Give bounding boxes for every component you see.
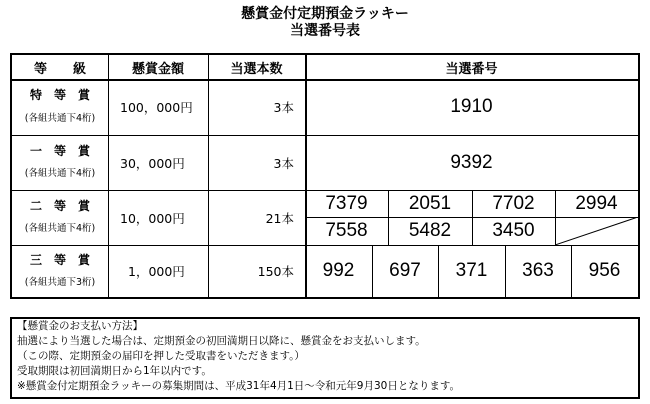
winning-number: 363 bbox=[522, 260, 554, 281]
winning-number: 9392 bbox=[450, 151, 493, 173]
winner-count: 21本 bbox=[265, 210, 294, 226]
header-grade: 等 級 bbox=[33, 61, 86, 77]
winning-number: 7702 bbox=[492, 192, 535, 214]
grade-note: (各組共通下4桁) bbox=[24, 223, 96, 234]
winner-count: 3本 bbox=[273, 100, 294, 115]
header-numbers: 当選番号 bbox=[445, 61, 498, 77]
winning-number: 992 bbox=[322, 260, 355, 281]
empty-cell-diagonal bbox=[555, 217, 638, 245]
payment-info-box bbox=[10, 317, 640, 399]
winner-count: 150本 bbox=[257, 264, 294, 279]
page-title: 懸賞金付定期預金ラッキー bbox=[241, 6, 409, 22]
info-line: 抽選により当選した場合は、定期預金の初回満期日以降に、懸賞金をお支払いします。 bbox=[17, 335, 426, 347]
prize-amount: 1，000円 bbox=[128, 264, 185, 279]
info-heading: 【懸賞金のお支払い方法】 bbox=[17, 320, 143, 332]
winning-number: 1910 bbox=[450, 96, 493, 117]
info-line: （この際、定期預金の届印を押した受取書をいただきます。） bbox=[17, 350, 305, 362]
grade-label: 特 等 賞 bbox=[29, 87, 90, 102]
prize-amount: 30，000円 bbox=[120, 155, 185, 171]
winning-number: 2994 bbox=[575, 192, 618, 214]
winning-number: 956 bbox=[588, 260, 621, 281]
winning-number: 2051 bbox=[408, 192, 452, 214]
page-subtitle: 当選番号表 bbox=[290, 23, 360, 39]
winning-number: 3450 bbox=[492, 220, 535, 241]
winning-number: 7379 bbox=[325, 192, 368, 214]
grade-note: (各組共通下4桁) bbox=[24, 113, 96, 124]
winner-count: 3本 bbox=[273, 155, 294, 171]
winning-number: 7558 bbox=[325, 220, 368, 241]
info-line: 受取期限は初回満期日から1年以内です。 bbox=[17, 365, 212, 377]
winning-number: 5482 bbox=[408, 220, 452, 241]
winning-number: 697 bbox=[389, 260, 421, 281]
winning-number: 371 bbox=[455, 260, 488, 281]
grade-label: 二 等 賞 bbox=[29, 198, 90, 213]
header-count: 当選本数 bbox=[230, 61, 283, 77]
grade-label: 三 等 賞 bbox=[29, 252, 90, 267]
grade-note: (各組共通下3桁) bbox=[24, 277, 96, 288]
grade-label: 一 等 賞 bbox=[29, 143, 90, 158]
winning-numbers-table bbox=[10, 53, 640, 299]
info-line: ※懸賞金付定期預金ラッキーの募集期間は、平成31年4月1日～令和元年9月30日となります。 bbox=[17, 380, 461, 392]
prize-amount: 10，000円 bbox=[120, 210, 185, 226]
grade-note: (各組共通下4桁) bbox=[24, 168, 96, 179]
prize-amount: 100，000円 bbox=[120, 100, 193, 115]
header-amount: 懸賞金額 bbox=[131, 61, 184, 77]
